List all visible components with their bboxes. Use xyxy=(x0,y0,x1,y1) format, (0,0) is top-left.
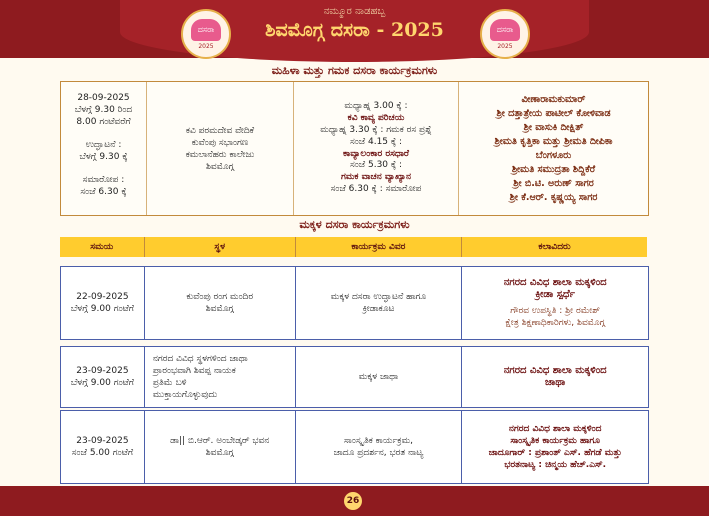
row-hour: ಬೆಳಗ್ಗೆ 9.00 ಗಂಟೆಗೆ xyxy=(70,304,135,314)
women-gamaka-program-box xyxy=(60,81,649,216)
header-venue: ಸ್ಥಳ xyxy=(145,237,296,257)
closing-value: ಸಂಜೆ 6.30 ಕ್ಕೆ xyxy=(80,187,127,197)
artist-line: ಕ್ರೀಡಾ ಸ್ಪರ್ಧೆ xyxy=(535,289,575,300)
row-artists xyxy=(462,347,648,407)
venue-line: ಕುವೆಂಪು ಸಭಾಂಗಣ xyxy=(191,137,249,148)
program-time: ಮಧ್ಯಾಹ್ನ 3.00 ಕ್ಕೆ : xyxy=(344,101,408,112)
artist-line: ಜಾದೂಗಾರ್ : ಪ್ರಶಾಂತ್ ಎಸ್. ಹೆಗಡೆ ಮತ್ತು xyxy=(488,448,622,458)
program-line: ಜಾದೂ ಪ್ರದರ್ಶನ, ಭರತ ನಾಟ್ಯ xyxy=(333,448,424,458)
venue-line: ಕವಿ ಪರಮದೇವ ವೇದಿಕೆ xyxy=(185,125,255,136)
logo-year: 2025 xyxy=(497,42,513,50)
section-title-women-gamaka: ಮಹಿಳಾ ಮತ್ತು ಗಮಕ ದಸರಾ ಕಾರ್ಯಕ್ರಮಗಳು xyxy=(271,64,438,77)
row-program xyxy=(296,267,463,339)
event-date-block xyxy=(61,92,146,128)
section-title-children: ಮಕ್ಕಳ ದಸರಾ ಕಾರ್ಯಕ್ರಮಗಳು xyxy=(299,218,410,231)
row-artists xyxy=(462,267,648,339)
artist-line: ನಗರದ ವಿವಿಧ ಶಾಲಾ ಮಕ್ಕಳಿಂದ xyxy=(503,277,607,288)
dasara-logo-right xyxy=(480,9,530,59)
row-program xyxy=(296,411,463,483)
program-line: ಮಕ್ಕಳ ದಸರಾ ಉದ್ಘಾಟನೆ ಹಾಗೂ xyxy=(330,292,427,302)
artist-line: ಸಾಂಸ್ಕೃತಿಕ ಕಾರ್ಯಕ್ರಮ ಹಾಗೂ xyxy=(510,436,600,446)
inauguration-label: ಉದ್ಘಾಟನೆ : xyxy=(85,140,122,150)
venue-line: ಶಿವಮೊಗ್ಗ xyxy=(205,304,234,314)
closing-time xyxy=(61,174,146,198)
artist-line: ನಗರದ ವಿವಿಧ ಶಾಲಾ ಮಕ್ಕಳಿಂದ xyxy=(503,365,607,376)
venue-line: ಪ್ರತಿಮೆ ಬಳಿ xyxy=(152,378,187,388)
row-time xyxy=(61,267,145,339)
artist-line: ಜಾಥಾ xyxy=(545,377,566,388)
page-title: ಶಿವಮೊಗ್ಗ ದಸರಾ - 2025 xyxy=(265,19,444,41)
venue-line: ನಗರದ ವಿವಿಧ ಸ್ಥಳಗಳಿಂದ ಜಾಥಾ xyxy=(152,354,248,364)
schedule-table-header xyxy=(60,237,647,257)
table-row xyxy=(60,410,649,484)
program-time: ಸಂಜೆ 5.30 ಕ್ಕೆ : xyxy=(349,160,403,171)
closing-label: ಸಮಾರೋಪ : xyxy=(82,175,125,185)
program-schedule xyxy=(294,84,458,213)
row-artists xyxy=(462,411,648,483)
program-time: ಮಧ್ಯಾಹ್ನ 3.30 ಕ್ಕೆ : ಗಮಕ ರಸ ಪ್ರಶ್ನೆ xyxy=(320,124,432,135)
header-artists: ಕಲಾವಿದರು xyxy=(538,242,571,252)
row-venue xyxy=(145,267,296,339)
venue-line: ಕಮಲಾನೆಹರು ಕಾಲೇಜು xyxy=(185,149,255,160)
program-line: ಮಕ್ಕಳ ಜಾಥಾ xyxy=(358,372,399,382)
inauguration-value: ಬೆಳಗ್ಗೆ 9.30 ಕ್ಕೆ xyxy=(79,152,128,162)
artist-name: ವೀಣಾರಾಮಕುಮಾರ್ xyxy=(521,93,586,105)
artist-line: ಭರತನಾಟ್ಯ : ಚಿನ್ಮಯ ಹೆಚ್.ಎಸ್. xyxy=(504,460,607,470)
artist-name: ಶ್ರೀಮತಿ ಸಮುದ್ರತಾ ಶಿದ್ದಿಕೆರೆ xyxy=(511,163,596,175)
page-number: 26 xyxy=(344,492,362,510)
artist-name: ಶ್ರೀ ಬಿ.ಟಿ. ಅರುಣ್ ಸಾಗರ xyxy=(513,177,594,189)
artist-name: ಶ್ರೀ ಕೆ.ಆರ್. ಕೃಷ್ಣಯ್ಯ ಸಾಗರ xyxy=(509,191,598,203)
logo-emblem: ದಸರಾ xyxy=(191,19,221,41)
date-line: ಬೆಳಗ್ಗೆ 9.30 ರಿಂದ xyxy=(74,105,133,115)
artist-name: ಶ್ರೀ ದತ್ತಾತ್ರೇಯ ಪಾಟೀಲ್ ಕೋಳಿವಾಡ xyxy=(496,107,611,119)
header-program: ಕಾರ್ಯಕ್ರಮ ವಿವರ xyxy=(296,237,462,257)
program-time: ಸಂಜೆ 4.15 ಕ್ಕೆ : xyxy=(349,136,403,147)
header-time: ಸಮಯ xyxy=(60,237,145,257)
program-time: ಸಂಜೆ 6.30 ಕ್ಕೆ : ಸಮಾರೋಪ xyxy=(330,183,422,194)
venue-line: ಪ್ರಾರಂಭವಾಗಿ ಶಿವಪ್ಪ ನಾಯಕ xyxy=(152,366,236,376)
row-date: 23-09-2025 xyxy=(76,366,129,376)
row-time xyxy=(61,347,145,407)
logo-emblem: ದಸರಾ xyxy=(490,19,520,41)
program-event: ಗಮಕ ವಾಚನ ವ್ಯಾಖ್ಯಾನ xyxy=(340,172,412,183)
row-time xyxy=(61,411,145,483)
date-line: 28-09-2025 xyxy=(77,93,130,103)
row-hour: ಬೆಳಗ್ಗೆ 9.00 ಗಂಟೆಗೆ xyxy=(70,378,135,388)
row-date: 23-09-2025 xyxy=(76,436,129,446)
artists-block xyxy=(459,82,648,215)
venue-line: ಶಿವಮೊಗ್ಗ xyxy=(205,448,234,458)
logo-year: 2025 xyxy=(198,42,214,50)
date-line: 8.00 ಗಂಟೆವರೆಗೆ xyxy=(76,117,131,127)
row-program xyxy=(296,347,463,407)
artist-name: ಶ್ರೀ ವಾಸುಕಿ ದೀಕ್ಷಿತ್ xyxy=(523,121,584,133)
table-row xyxy=(60,346,649,408)
venue-line: ಮುಕ್ತಾಯಗೊಳ್ಳುವುದು xyxy=(152,390,218,400)
venue-line: ಡಾ|| ಬಿ.ಆರ್. ಅಂಬೇಡ್ಕರ್ ಭವನ xyxy=(170,436,270,446)
artist-name: ಬೆಂಗಳೂರು xyxy=(535,149,572,161)
venue-line: ಕುವೆಂಪು ರಂಗ ಮಂದಿರ xyxy=(186,292,254,302)
program-event: ಕವಿ ಕಾವ್ಯ ಪರಿಚಯ xyxy=(347,113,405,124)
row-hour: ಸಂಜೆ 5.00 ಗಂಟೆಗೆ xyxy=(71,448,134,458)
program-line: ಸಾಂಸ್ಕೃತಿಕ ಕಾರ್ಯಕ್ರಮ, xyxy=(343,436,414,446)
inauguration-time xyxy=(61,139,146,163)
guest-role: ಕ್ಷೇತ್ರ ಶಿಕ್ಷಣಾಧಿಕಾರಿಗಳು, ಶಿವಮೊಗ್ಗ xyxy=(505,318,606,328)
artist-line: ನಗರದ ವಿವಿಧ ಶಾಲಾ ಮಕ್ಕಳಿಂದ xyxy=(508,424,602,434)
table-row xyxy=(60,266,649,340)
guest-of-honour: ಗೌರವ ಉಪಸ್ಥಿತಿ : ಶ್ರೀ ರಮೇಶ್ xyxy=(510,306,601,316)
program-line: ಕ್ರೀಡಾಕೂಟ xyxy=(362,304,395,314)
row-venue xyxy=(145,411,296,483)
dasara-logo-left xyxy=(181,9,231,59)
row-date: 22-09-2025 xyxy=(76,292,129,302)
header-pre-title: ನಮ್ಮೂರ ನಾಡಹಬ್ಬ xyxy=(323,6,386,17)
program-event: ಕಾವ್ಯಾಲಂಕಾರ ರಸಧಾರೆ xyxy=(342,148,410,159)
venue-block xyxy=(147,82,293,215)
artist-name: ಶ್ರೀಮತಿ ಕೃತ್ತಿಕಾ ಮತ್ತು ಶ್ರೀಮತಿ ದೀಪಿಕಾ xyxy=(494,135,613,147)
venue-line: ಶಿವಮೊಗ್ಗ xyxy=(206,161,234,172)
row-venue xyxy=(145,347,296,407)
